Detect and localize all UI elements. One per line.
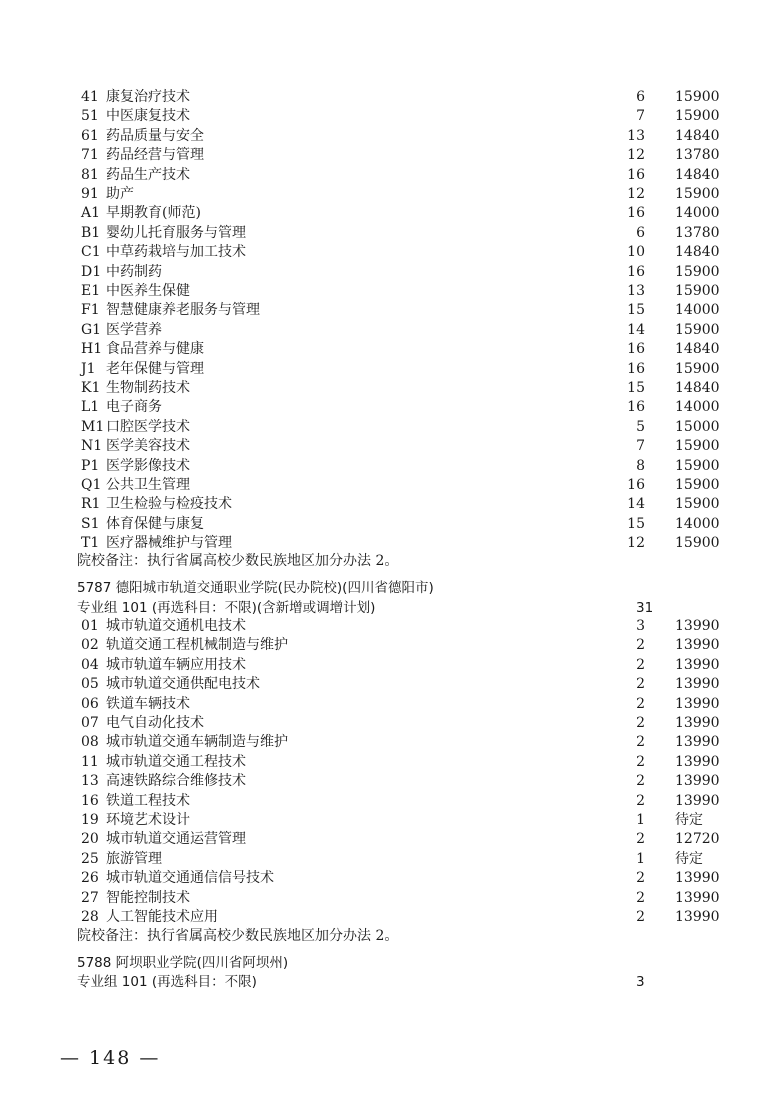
plan-count: 12 <box>627 535 645 552</box>
major-name: 城市轨道交通车辆制造与维护 <box>106 734 288 751</box>
tuition-fee: 13990 <box>675 792 720 809</box>
major-name: 中医康复技术 <box>106 108 190 125</box>
tuition-fee: 15900 <box>675 89 720 105</box>
plan-count: 1 <box>636 812 645 828</box>
major-name: 旅游管理 <box>106 850 162 867</box>
table-row <box>0 534 777 553</box>
major-code: 25 <box>81 850 99 867</box>
major-code: 19 <box>81 812 99 828</box>
table-row <box>0 340 777 359</box>
major-code: T1 <box>81 535 100 552</box>
major-name: 城市轨道交通机电技术 <box>106 618 246 634</box>
major-code: L1 <box>81 399 100 416</box>
major-name: 智能控制技术 <box>106 889 190 906</box>
tuition-fee: 15900 <box>675 263 720 280</box>
major-name: 早期教育(师范) <box>106 205 201 222</box>
plan-count: 2 <box>636 753 645 770</box>
major-code: 91 <box>81 186 99 202</box>
plan-count: 2 <box>636 870 645 887</box>
tuition-fee: 13990 <box>675 637 720 654</box>
plan-count: 14 <box>627 321 645 338</box>
table-row <box>0 437 777 456</box>
major-code: Q1 <box>81 477 102 493</box>
plan-count: 15 <box>627 380 645 396</box>
major-name: 城市轨道交通运营管理 <box>106 831 246 848</box>
page-number: — 148 — <box>60 1047 161 1069</box>
tuition-fee: 15900 <box>675 283 720 299</box>
major-name: 城市轨道交通工程技术 <box>106 753 246 770</box>
plan-count: 15 <box>627 302 645 319</box>
table-row <box>0 379 777 398</box>
plan-count: 2 <box>636 909 645 925</box>
table-row <box>0 617 777 636</box>
tuition-fee: 15900 <box>675 438 720 455</box>
table-row <box>0 908 777 927</box>
major-name: 体育保健与康复 <box>106 515 204 532</box>
major-code: P1 <box>81 457 100 474</box>
table-row <box>0 714 777 733</box>
group-header: 专业组 101 (再选科目：不限)(含新增或调增计划) <box>77 600 376 616</box>
table-row <box>0 889 777 908</box>
plan-count: 2 <box>636 695 645 712</box>
table-row <box>0 636 777 655</box>
tuition-fee: 15000 <box>675 418 720 435</box>
major-name: 城市轨道车辆应用技术 <box>106 656 246 673</box>
table-row <box>0 869 777 888</box>
major-code: 41 <box>81 89 99 105</box>
major-code: 27 <box>81 889 99 906</box>
tuition-fee: 15900 <box>675 496 720 513</box>
major-code: 05 <box>81 676 99 693</box>
major-name: 智慧健康养老服务与管理 <box>106 302 260 319</box>
group-count: 3 <box>636 974 645 990</box>
table-row <box>0 282 777 301</box>
tuition-fee: 15900 <box>675 457 720 474</box>
major-name: 中草药栽培与加工技术 <box>106 244 246 261</box>
plan-count: 2 <box>636 676 645 693</box>
school-note: 院校备注：执行省属高校少数民族地区加分办法 2。 <box>77 928 399 944</box>
major-name: 公共卫生管理 <box>106 477 190 493</box>
plan-count: 13 <box>627 127 645 144</box>
plan-count: 2 <box>636 889 645 906</box>
tuition-fee: 待定 <box>675 812 703 828</box>
tuition-fee: 13990 <box>675 676 720 693</box>
table-row <box>0 656 777 675</box>
table-row <box>0 185 777 204</box>
major-code: 28 <box>81 909 99 925</box>
table-row <box>0 811 777 830</box>
plan-count: 2 <box>636 656 645 673</box>
plan-count: 2 <box>636 831 645 848</box>
major-code: 61 <box>81 127 99 144</box>
major-name: 城市轨道交通供配电技术 <box>106 676 260 693</box>
table-row <box>0 263 777 282</box>
table-row <box>0 733 777 752</box>
plan-count: 6 <box>636 89 645 105</box>
major-code: K1 <box>81 380 101 396</box>
table-row <box>0 418 777 437</box>
table-row <box>0 224 777 243</box>
major-name: 人工智能技术应用 <box>106 909 218 925</box>
major-code: N1 <box>81 438 103 455</box>
table-row <box>0 850 777 869</box>
major-name: 中医养生保健 <box>106 283 190 299</box>
tuition-fee: 13990 <box>675 734 720 751</box>
tuition-fee: 13990 <box>675 870 720 887</box>
major-code: 26 <box>81 870 99 887</box>
group-count: 31 <box>636 600 654 616</box>
table-row <box>0 321 777 340</box>
major-name: 康复治疗技术 <box>106 89 190 105</box>
major-code: 81 <box>81 166 99 183</box>
tuition-fee: 14000 <box>675 515 720 532</box>
school-header: 5788 阿坝职业学院(四川省阿坝州) <box>77 955 289 971</box>
major-code: B1 <box>81 224 101 241</box>
tuition-fee: 15900 <box>675 321 720 338</box>
plan-count: 2 <box>636 637 645 654</box>
plan-count: 16 <box>627 399 645 416</box>
major-code: G1 <box>81 321 102 338</box>
table-row <box>0 88 777 107</box>
tuition-fee: 15900 <box>675 360 720 377</box>
major-code: 06 <box>81 695 99 712</box>
plan-count: 2 <box>636 715 645 731</box>
table-row <box>0 127 777 146</box>
tuition-fee: 13780 <box>675 147 720 164</box>
table-row <box>0 495 777 514</box>
major-name: 医疗器械维护与管理 <box>106 535 232 552</box>
tuition-fee: 15900 <box>675 535 720 552</box>
major-name: 环境艺术设计 <box>106 812 190 828</box>
table-row <box>0 695 777 714</box>
plan-count: 12 <box>627 147 645 164</box>
table-row <box>0 753 777 772</box>
tuition-fee: 15900 <box>675 108 720 125</box>
tuition-fee: 13990 <box>675 773 720 790</box>
major-code: 51 <box>81 108 99 125</box>
major-code: 04 <box>81 656 99 673</box>
tuition-fee: 13990 <box>675 656 720 673</box>
table-row <box>0 146 777 165</box>
tuition-fee: 14840 <box>675 244 720 261</box>
plan-count: 15 <box>627 515 645 532</box>
major-name: 药品质量与安全 <box>106 127 204 144</box>
major-name: 高速铁路综合维修技术 <box>106 773 246 790</box>
major-code: 07 <box>81 715 99 731</box>
major-code: 71 <box>81 147 99 164</box>
plan-count: 16 <box>627 205 645 222</box>
major-name: 医学营养 <box>106 321 162 338</box>
tuition-fee: 13990 <box>675 715 720 731</box>
major-code: D1 <box>81 263 102 280</box>
major-name: 医学美容技术 <box>106 438 190 455</box>
tuition-fee: 14840 <box>675 127 720 144</box>
major-name: 中药制药 <box>106 263 162 280</box>
plan-count: 16 <box>627 263 645 280</box>
plan-count: 16 <box>627 166 645 183</box>
table-row <box>0 360 777 379</box>
plan-count: 16 <box>627 341 645 358</box>
plan-count: 5 <box>636 418 645 435</box>
plan-count: 13 <box>627 283 645 299</box>
plan-count: 12 <box>627 186 645 202</box>
major-code: M1 <box>81 418 105 435</box>
major-name: 电子商务 <box>106 399 162 416</box>
major-name: 生物制药技术 <box>106 380 190 396</box>
table-row <box>0 107 777 126</box>
plan-count: 16 <box>627 477 645 493</box>
plan-count: 7 <box>636 438 645 455</box>
table-row <box>0 515 777 534</box>
plan-count: 2 <box>636 792 645 809</box>
plan-count: 1 <box>636 850 645 867</box>
major-name: 食品营养与健康 <box>106 341 204 358</box>
major-code: A1 <box>81 205 101 222</box>
table-row <box>0 792 777 811</box>
tuition-fee: 13990 <box>675 909 720 925</box>
tuition-fee: 14000 <box>675 205 720 222</box>
table-row <box>0 204 777 223</box>
major-name: 婴幼儿托育服务与管理 <box>106 224 246 241</box>
major-code: S1 <box>81 515 100 532</box>
major-name: 卫生检验与检疫技术 <box>106 496 232 513</box>
tuition-fee: 14000 <box>675 302 720 319</box>
tuition-fee: 12720 <box>675 831 720 848</box>
tuition-fee: 14840 <box>675 166 720 183</box>
major-code: 01 <box>81 618 99 634</box>
plan-count: 8 <box>636 457 645 474</box>
major-code: 08 <box>81 734 99 751</box>
plan-count: 14 <box>627 496 645 513</box>
major-code: H1 <box>81 341 103 358</box>
plan-count: 16 <box>627 360 645 377</box>
tuition-fee: 14840 <box>675 341 720 358</box>
tuition-fee: 13780 <box>675 224 720 241</box>
plan-count: 7 <box>636 108 645 125</box>
major-name: 轨道交通工程机械制造与维护 <box>106 637 288 654</box>
tuition-fee: 待定 <box>675 850 703 867</box>
plan-count: 2 <box>636 773 645 790</box>
tuition-fee: 13990 <box>675 618 720 634</box>
plan-count: 2 <box>636 734 645 751</box>
major-code: J1 <box>81 360 96 377</box>
major-name: 铁道工程技术 <box>106 792 190 809</box>
major-name: 药品经营与管理 <box>106 147 204 164</box>
major-code: 16 <box>81 792 99 809</box>
major-name: 城市轨道交通通信信号技术 <box>106 870 274 887</box>
table-row <box>0 301 777 320</box>
major-name: 医学影像技术 <box>106 457 190 474</box>
major-name: 铁道车辆技术 <box>106 695 190 712</box>
major-code: 02 <box>81 637 99 654</box>
major-name: 口腔医学技术 <box>106 418 190 435</box>
table-row <box>0 772 777 791</box>
major-name: 老年保健与管理 <box>106 360 204 377</box>
tuition-fee: 13990 <box>675 753 720 770</box>
major-code: F1 <box>81 302 100 319</box>
major-code: C1 <box>81 244 101 261</box>
group-header: 专业组 101 (再选科目：不限) <box>77 974 257 990</box>
tuition-fee: 13990 <box>675 695 720 712</box>
table-row <box>0 243 777 262</box>
school-header: 5787 德阳城市轨道交通职业学院(民办院校)(四川省德阳市) <box>77 580 434 596</box>
table-row <box>0 398 777 417</box>
major-code: E1 <box>81 283 101 299</box>
tuition-fee: 15900 <box>675 477 720 493</box>
major-name: 电气自动化技术 <box>106 715 204 731</box>
table-row <box>0 476 777 495</box>
plan-count: 10 <box>627 244 645 261</box>
tuition-fee: 14840 <box>675 380 720 396</box>
table-row <box>0 675 777 694</box>
tuition-fee: 14000 <box>675 399 720 416</box>
plan-count: 6 <box>636 224 645 241</box>
tuition-fee: 13990 <box>675 889 720 906</box>
major-code: 11 <box>81 753 99 770</box>
school-note: 院校备注：执行省属高校少数民族地区加分办法 2。 <box>77 553 399 569</box>
major-code: 20 <box>81 831 99 848</box>
plan-count: 3 <box>636 618 645 634</box>
major-name: 助产 <box>106 186 134 202</box>
major-code: 13 <box>81 773 99 790</box>
major-code: R1 <box>81 496 101 513</box>
table-row <box>0 830 777 849</box>
tuition-fee: 15900 <box>675 186 720 202</box>
table-row <box>0 166 777 185</box>
major-name: 药品生产技术 <box>106 166 190 183</box>
table-row <box>0 457 777 476</box>
